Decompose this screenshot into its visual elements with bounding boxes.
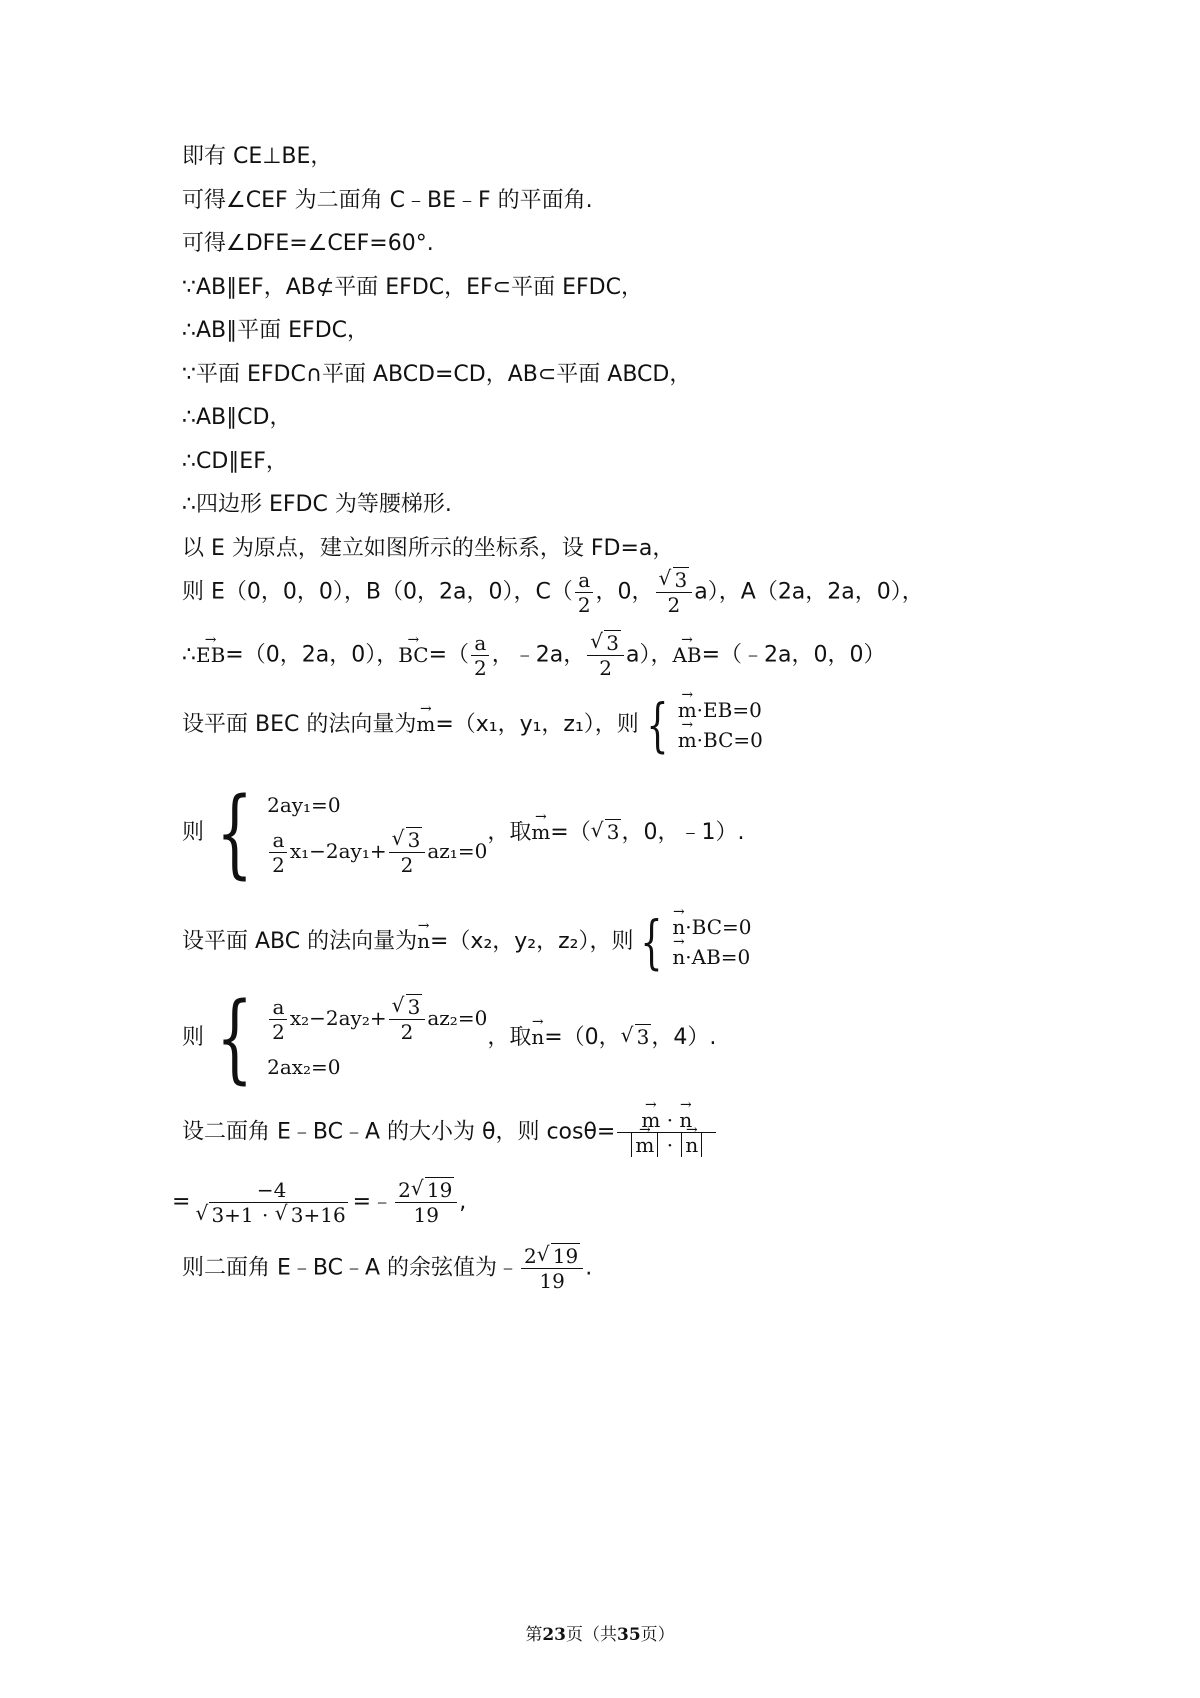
take-value: =（0， <box>544 1025 621 1050</box>
text-line: 可得∠CEF 为二面角 C﹣BE﹣F 的平面角. <box>182 188 593 213</box>
sqrt-symbol <box>392 995 423 1019</box>
radicand: 3 <box>407 994 421 1019</box>
sqrt-symbol <box>591 817 622 847</box>
calc-tail: , <box>459 1189 467 1215</box>
vector-n: → n <box>685 1133 698 1157</box>
radicand: 19 <box>426 1178 453 1202</box>
equation-row <box>672 942 751 972</box>
fraction <box>192 1178 350 1227</box>
result-text: 则二面角 E﹣BC﹣A 的余弦值为﹣ <box>182 1255 520 1281</box>
equation-text: x₂−2ay₂+ <box>289 1005 387 1030</box>
coord-tail: a），A（2a，2a，0）， <box>694 579 924 605</box>
result-line <box>182 1244 592 1293</box>
text-line: 以 E 为原点，建立如图所示的坐标系，设 FD=a， <box>182 536 675 561</box>
system-2-line <box>182 982 717 1094</box>
take-value: ，4）. <box>651 1025 717 1050</box>
fraction <box>395 1178 457 1227</box>
numerator <box>587 631 624 656</box>
text-line: ∴CD∥EF， <box>182 449 288 474</box>
total-pages: 35 <box>617 1625 641 1645</box>
vector-m: → m <box>678 725 697 755</box>
equation-rows <box>672 912 751 972</box>
denominator: √ 3+1 · √ 3+16 <box>192 1203 350 1227</box>
text-line: 即有 CE⊥BE， <box>182 144 333 169</box>
vector-bc: → BC <box>398 640 428 670</box>
numerator: → m · → n <box>617 1108 716 1133</box>
sqrt-symbol <box>621 1022 652 1052</box>
fraction <box>617 1108 716 1157</box>
equation-text: az₁=0 <box>427 838 488 863</box>
equation-row <box>678 725 763 755</box>
coord-mid: ，0， <box>595 579 654 605</box>
fraction <box>389 828 426 877</box>
vector-n: → n <box>672 942 685 972</box>
footer-post: 页） <box>640 1625 675 1645</box>
fraction <box>389 995 426 1044</box>
normal-vector-m: → m <box>416 709 435 739</box>
vector-eb: → EB <box>196 640 225 670</box>
equation-system <box>639 691 763 759</box>
numerator <box>521 1244 583 1269</box>
fraction <box>269 995 288 1044</box>
numerator <box>389 995 426 1020</box>
take-text: ，取 <box>487 820 532 845</box>
equation-text: az₂=0 <box>427 1005 488 1030</box>
numerator: −4 <box>217 1178 326 1203</box>
numerator <box>656 568 693 593</box>
radicand: 19 <box>552 1244 579 1268</box>
brace-symbol: { <box>216 982 253 1094</box>
plane-abc-coords: =（x₂，y₂，z₂），则 <box>430 929 634 954</box>
vector-eb-value: =（0，2a，0）， <box>225 642 399 668</box>
text-line: ∴AB∥平面 EFDC， <box>182 318 369 343</box>
take-value: =（ <box>550 820 591 845</box>
plane-bec-line <box>182 691 763 759</box>
system-1-line <box>182 777 745 889</box>
fraction <box>471 631 490 680</box>
denominator: 19 <box>539 1269 565 1293</box>
normal-vector-n: → n <box>417 926 430 956</box>
denominator: 2 <box>272 852 285 877</box>
equation-text: ·AB=0 <box>685 945 751 969</box>
sqrt-symbol <box>659 568 690 592</box>
magnitude <box>681 1133 702 1157</box>
sqrt-symbol <box>537 1244 580 1268</box>
vector-m: → m <box>635 1133 654 1157</box>
cos-line <box>182 1108 718 1157</box>
vector-bc-open: =（ <box>428 642 470 668</box>
radicand: 3 <box>407 827 421 852</box>
system-lead: 则 <box>182 820 205 845</box>
denominator: 2 <box>400 1019 414 1044</box>
numerator: a <box>471 631 489 656</box>
equation-rows <box>267 995 487 1082</box>
plane-abc-line <box>182 908 752 976</box>
equation-system <box>633 908 752 976</box>
footer-mid: 页（共 <box>566 1625 617 1645</box>
fraction <box>656 568 693 617</box>
plane-abc-text: 设平面 ABC 的法向量为 <box>182 929 418 954</box>
denominator: 2 <box>272 1019 285 1044</box>
vector-ab: → AB <box>672 640 701 670</box>
denominator: 19 <box>413 1203 439 1227</box>
sqrt-symbol <box>195 1203 255 1227</box>
numerator <box>395 1178 457 1203</box>
equation-text: ·BC=0 <box>685 915 752 939</box>
sqrt-symbol <box>411 1178 454 1202</box>
vector-ab-value: =（﹣2a，0，0） <box>701 642 886 668</box>
vector-m: → m <box>678 695 697 725</box>
radicand: 3 <box>606 820 620 844</box>
denominator: 2 <box>599 656 612 680</box>
radicand: 3 <box>606 631 619 655</box>
sqrt-symbol <box>590 631 621 655</box>
take-value: ，0，﹣1）. <box>621 820 745 845</box>
coord-lead: 则 E（0，0，0），B（0，2a，0），C（ <box>182 579 573 605</box>
brace-symbol: { <box>216 777 253 889</box>
sqrt-symbol <box>275 1203 348 1227</box>
magnitude <box>631 1133 658 1157</box>
vector-bc-mid: ，﹣2a， <box>491 642 586 668</box>
text-line: ∴四边形 EFDC 为等腰梯形. <box>182 492 452 517</box>
text-line: ∴AB∥CD， <box>182 405 292 430</box>
coordinates-line <box>182 568 924 617</box>
plane-bec-text: 设平面 BEC 的法向量为 <box>182 712 417 737</box>
denominator: 2 <box>667 593 681 617</box>
vector-m: → m <box>641 1108 660 1132</box>
sqrt-symbol <box>392 828 423 852</box>
equation-rows <box>267 790 487 877</box>
angle-text: 设二面角 E﹣BC﹣A 的大小为 θ，则 cosθ= <box>182 1119 616 1145</box>
radicand: 3 <box>674 568 688 592</box>
vector-n: → n <box>672 912 685 942</box>
denominator: 2 <box>400 852 414 877</box>
brace-symbol: { <box>640 908 664 976</box>
equation-rows <box>678 695 763 755</box>
page-number: 23 <box>542 1625 566 1645</box>
radicand: 3+1 <box>211 1203 254 1227</box>
numerator: a <box>575 568 593 593</box>
text-line: 可得∠DFE=∠CEF=60°. <box>182 231 434 256</box>
equation-row: 2ax₂=0 <box>267 1054 341 1079</box>
text-line: ∵AB∥EF，AB⊄平面 EFDC，EF⊂平面 EFDC， <box>182 275 643 300</box>
denominator: 2 <box>577 593 591 617</box>
fraction <box>575 568 594 617</box>
equation-system <box>204 982 488 1094</box>
equals-sign: = <box>172 1189 191 1215</box>
footer-pre: 第 <box>525 1625 543 1645</box>
denominator: 2 <box>474 656 487 680</box>
fraction <box>587 631 624 680</box>
radicand: 3 <box>636 1025 650 1049</box>
fraction <box>269 828 288 877</box>
denominator: → m · → n <box>626 1133 707 1157</box>
brace-symbol: { <box>646 691 669 759</box>
numerator <box>389 828 426 853</box>
equation-row <box>267 828 487 877</box>
equation-text: ·EB=0 <box>696 698 762 722</box>
take-text: ，取 <box>487 1025 532 1050</box>
therefore-symbol: ∴ <box>182 642 196 668</box>
equation-row: 2ay₁=0 <box>267 792 341 817</box>
text-line: ∵平面 EFDC∩平面 ABCD=CD，AB⊂平面 ABCD， <box>182 362 692 387</box>
plane-bec-coords: =（x₁，y₁，z₁），则 <box>435 712 639 737</box>
vector-n: → n <box>679 1108 692 1132</box>
vectors-line <box>182 631 886 680</box>
page-footer <box>0 1620 1200 1645</box>
normal-vector-n: → n <box>531 1022 544 1052</box>
equation-row <box>267 995 487 1044</box>
numerator: a <box>269 828 287 853</box>
equation-text: x₁−2ay₁+ <box>289 838 387 863</box>
system-lead: 则 <box>182 1025 205 1050</box>
numerator: a <box>269 995 287 1020</box>
equation-system <box>204 777 488 889</box>
coefficient: 2 <box>524 1244 537 1268</box>
calc-eq: =﹣ <box>352 1189 394 1215</box>
equation-text: ·BC=0 <box>696 728 763 752</box>
coefficient: 2 <box>398 1178 411 1202</box>
vector-bc-tail: a）， <box>625 642 673 668</box>
fraction <box>521 1244 583 1293</box>
calc-line <box>172 1178 466 1227</box>
result-tail: . <box>585 1255 593 1281</box>
radicand: 3+16 <box>290 1203 346 1227</box>
normal-vector-m: → m <box>531 817 550 847</box>
